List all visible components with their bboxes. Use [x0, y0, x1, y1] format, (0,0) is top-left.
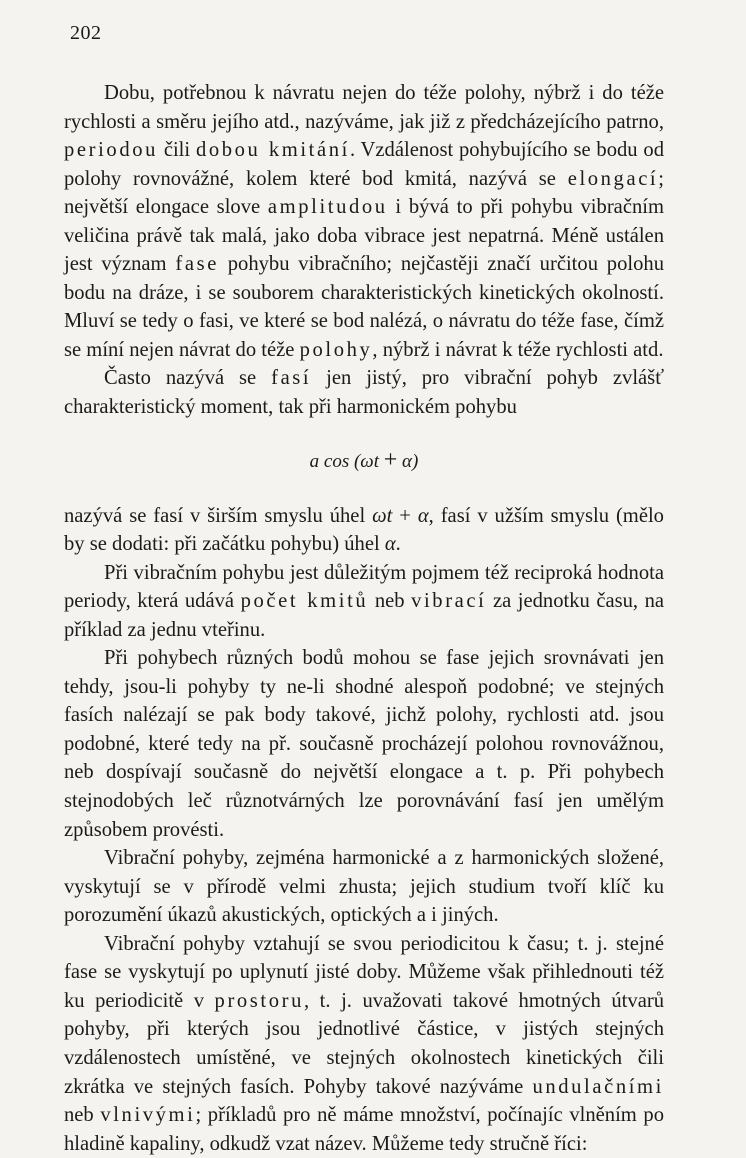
term-pocet-kmitu: počet kmitů: [240, 590, 369, 613]
term-amplituda: amplitudou: [267, 196, 388, 219]
harmonic-formula: a cos (ωt + α): [309, 446, 419, 473]
term-prostoru: prostoru: [214, 989, 304, 1012]
term-polohy: polohy: [299, 338, 373, 361]
term-undulacnimi: undulačními: [532, 1075, 664, 1098]
term-vibraci: vibrací: [411, 590, 487, 613]
paragraph-period-definition: Dobu, potřebnou k návratu nejen do téže polohy, nýbrž i do téže rychlosti a směru jejího atd., nazýváme, jak již z předcházejícího patrno, periodou čili dobou kmitání. Vzdálenost pohybujícího se bodu od polohy rovnovážné, kolem které bod kmitá, nazývá se elongací; největší elongace slove amplitudou i bývá to při pohybu vibračním veličina právě tak malá, jako doba vibrace jest nepatrná. Méně ustálen jest význam fase pohybu vibračního; nejčastěji značí určitou polohu bodu na dráze, i se souborem charakteristických kinetických okolností. Mluví se tedy o fasi, ve které se bod nalézá, o návratu do téže fase, čímž se míní nejen návrat do téže polohy, nýbrž i návrat k téže rychlosti atd.: [64, 82, 665, 361]
paragraph-phase-moment: Často nazývá se fasí jen jistý, pro vibrační pohyb zvlášť charakteristický moment, tak při harmonickém pohybu: [64, 367, 664, 419]
page-number: 202: [70, 22, 102, 44]
term-elongace: elongací: [567, 167, 659, 190]
paragraph-undulation: Vibrační pohyby vztahují se svou periodicitou k času; t. j. stejné fase se vyskytují po uplynutí jisté doby. Můžeme však přihlednouti též ku periodicitě v prostoru, t. j. uvažovati takové hmotných útvarů pohyby, při kterých jsou jednotlivé částice, v jistých stejných vzdálenostech umístěné, ve stejných okolnostech kinetických čili zkrátka ve stejných fasích. Pohyby takové nazýváme undulačními neb vlnivými; příkladů pro ně máme množství, počínajíc vlněním po hladině kapaliny, odkudž vzat název. Můžeme tedy stručně říci:: [64, 932, 664, 1155]
term-fasi: fasí: [271, 367, 312, 390]
term-doba-kmitani: dobou kmitání: [195, 139, 350, 162]
paragraph-comparing-phases: Při pohybech různých bodů mohou se fase jejich srovnávati jen tehdy, jsou-li pohyby ty ne-li shodné alespoň podobné; ve stejných fasích nalézají se pak body takové, jichž polohy, rychlosti atd. jsou podobné, které tedy na př. současně procházejí polohou rovnovážnou, neb dospívají současně do největší elongace a t. p. Při pohybech stejnodobých leč různotvárných lze porovnávání fasí jen umělým způsobem provésti.: [64, 647, 664, 841]
term-vlnivymi: vlnivými: [100, 1104, 196, 1127]
paragraph-phase-angle: nazývá se fasí v širším smyslu úhel ωt + α, fasí v užším smyslu (mělo by se dodati: při začátku pohybu) úhel α.: [64, 504, 664, 556]
paragraph-frequency: Při vibračním pohybu jest důležitým pojmem též reciproká hodnota periody, která udává počet kmitů neb vibrací za jednotku času, na příklad za jednu vteřinu.: [64, 561, 665, 641]
term-perioda: periodou: [64, 139, 159, 162]
paragraph-vibration-nature: Vibrační pohyby, zejména harmonické a z harmonických složené, vyskytují se v přírodě velmi zhusta; jejich studium tvoří klíč ku porozumění úkazů akustických, optických a i jiných.: [64, 847, 664, 927]
term-fase: fase: [175, 253, 219, 276]
